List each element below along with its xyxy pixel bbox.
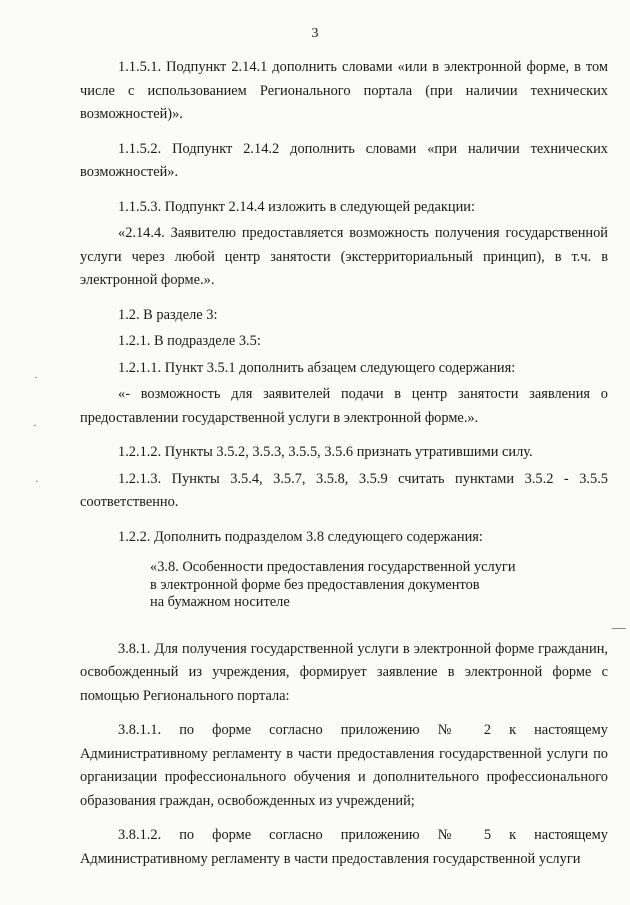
document-body [80, 56, 608, 882]
scan-speck: · [35, 476, 39, 488]
scan-speck: · [34, 372, 38, 384]
paragraph: 3.8.1.2. по форме согласно приложению № 5 к настоящему Административному регламенту в части предоставления государственной услуги [80, 827, 608, 867]
paragraph: «2.14.4. Заявителю предоставляется возможность получения государственной услуги через любой центр занятости (экстерриториальный принцип), в т.ч. в электронной форме.». [80, 225, 608, 288]
paragraph: 1.2.1.1. Пункт 3.5.1 дополнить абзацем следующего содержания: [118, 359, 516, 376]
paragraph: 1.2. В разделе 3: [118, 306, 218, 323]
scan-speck: · [33, 420, 37, 432]
paragraph: 1.2.2. Дополнить подразделом 3.8 следующего содержания: [118, 528, 483, 545]
paragraph: 1.1.5.1. Подпункт 2.14.1 дополнить словами «или в электронной форме, в том числе с использованием Регионального портала (при наличии технических возможностей)». [80, 59, 608, 122]
subheading-line: в электронной форме без предоставления документов [150, 576, 480, 593]
subheading-line: «3.8. Особенности предоставления государственной услуги [150, 559, 516, 575]
subheading-line: на бумажном носителе [150, 594, 290, 610]
subsection-heading [150, 559, 570, 612]
paragraph: 1.2.1. В подразделе 3.5: [118, 333, 261, 349]
paragraph: 1.2.1.2. Пункты 3.5.2, 3.5.3, 3.5.5, 3.5.6 признать утратившими силу. [118, 444, 533, 460]
paragraph: 1.2.1.3. Пункты 3.5.4, 3.5.7, 3.5.8, 3.5.9 считать пунктами 3.5.2 - 3.5.5 соответственно. [80, 470, 608, 510]
paragraph: 1.1.5.3. Подпункт 2.14.4 изложить в следующей редакции: [118, 198, 476, 215]
paragraph: 1.1.5.2. Подпункт 2.14.2 дополнить словами «при наличии технических возможностей». [80, 140, 608, 180]
edge-mark [612, 628, 626, 629]
page-number: 3 [311, 26, 319, 41]
paragraph: 3.8.1.1. по форме согласно приложению № 2 к настоящему Административному регламенту в части предоставления государственной услуги по организации профессионального обучения и дополнительного профессионального образования граждан, освобожденных из учреждений; [80, 722, 608, 809]
paragraph: 3.8.1. Для получения государственной услуги в электронной форме гражданин, освобожденный из учреждения, формирует заявление в электронной форме с помощью Регионального портала: [80, 640, 608, 704]
paragraph: «- возможность для заявителей подачи в центр занятости заявления о предоставлении государственной услуги в электронной форме.». [80, 386, 608, 426]
